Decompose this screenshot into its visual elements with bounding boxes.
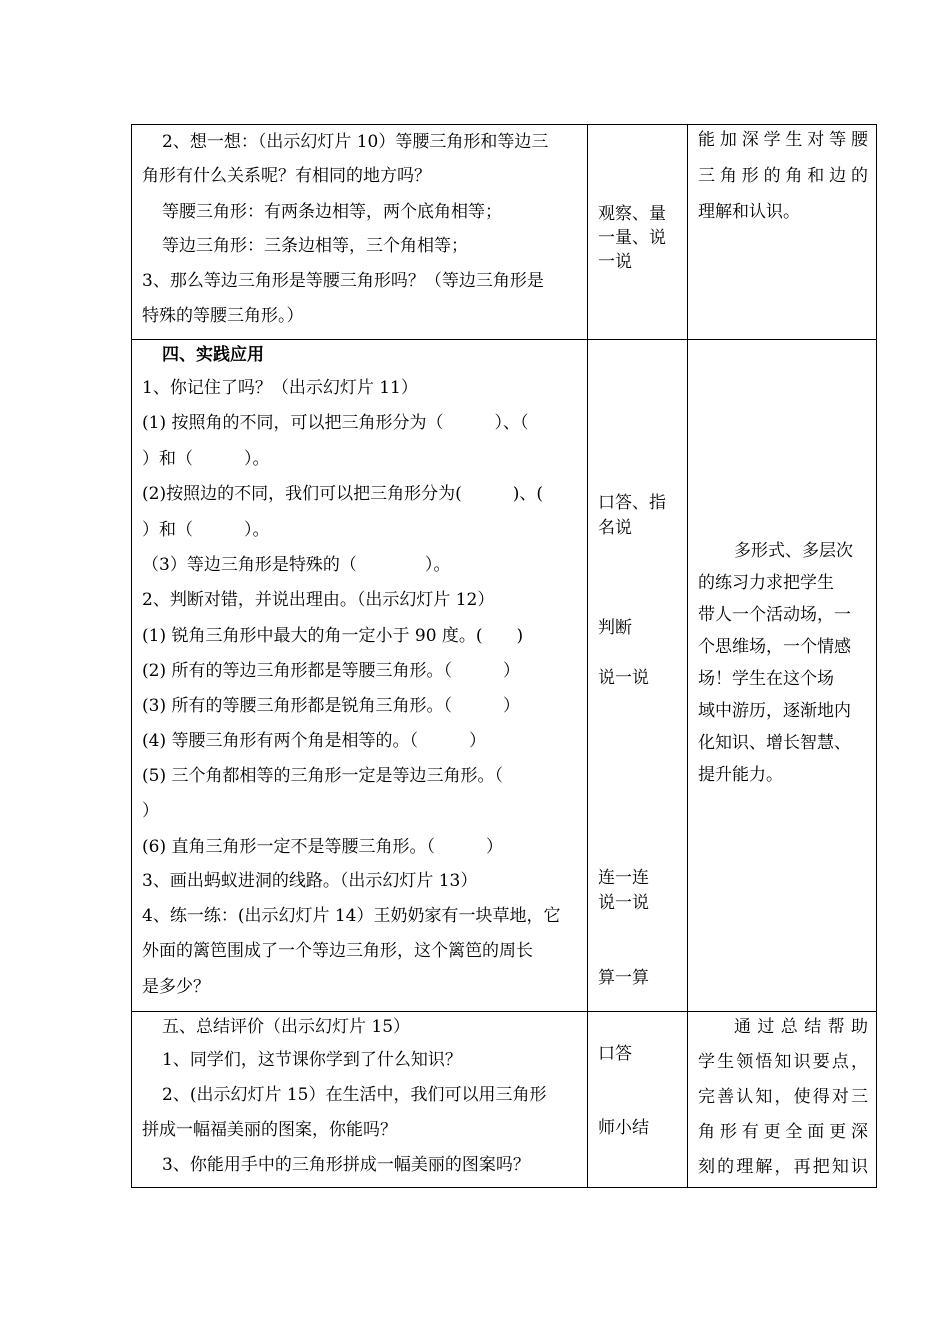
- purpose-text: 场！学生在这个场: [698, 669, 834, 689]
- text-line: (1) 按照角的不同，可以把三角形分为（ ）、（: [142, 413, 529, 433]
- text-line: 1、你记住了吗？（出示幻灯片 11）: [142, 378, 418, 398]
- activity-cell: [588, 125, 688, 340]
- purpose-cell: [688, 340, 877, 1012]
- activity-text: 观察、量: [598, 204, 666, 224]
- activity-text: 说一说: [598, 668, 649, 688]
- text-line: 3、那么等边三角形是等腰三角形吗？（等边三角形是: [142, 271, 544, 291]
- purpose-text: 域中游历，逐渐地内: [698, 701, 851, 721]
- text-line: (2) 所有的等边三角形都是等腰三角形。（ ）: [142, 661, 520, 681]
- text-line: (2)按照边的不同，我们可以把三角形分为( )、(: [142, 484, 543, 504]
- text-line: ）和（ ）。: [142, 449, 270, 469]
- activity-cell: [588, 340, 688, 1012]
- purpose-text: 理解和认识。: [698, 202, 800, 222]
- text-line: 外面的篱笆围成了一个等边三角形，这个篱笆的周长: [142, 941, 533, 961]
- lesson-plan-table: [131, 124, 877, 1188]
- table-row: [132, 340, 877, 1012]
- text-line: (6) 直角三角形一定不是等腰三角形。（ ）: [142, 837, 503, 857]
- text-line: 特殊的等腰三角形。）: [142, 306, 304, 326]
- text-line: (3) 所有的等腰三角形都是锐角三角形。（ ）: [142, 696, 520, 716]
- activity-text: 算一算: [598, 968, 649, 988]
- activity-text: 判断: [598, 618, 632, 638]
- text-line: 是多少？: [142, 977, 210, 997]
- purpose-cell: [688, 1012, 877, 1188]
- activity-text: 连一连: [598, 868, 649, 888]
- activity-text: 说一说: [598, 893, 649, 913]
- table-row: [132, 1012, 877, 1188]
- activity-text: 一量、说: [598, 228, 666, 248]
- text-line: 1、同学们，这节课你学到了什么知识？: [162, 1050, 462, 1070]
- activity-text: 口答、指: [598, 493, 666, 513]
- section-heading: 四、实践应用: [162, 345, 264, 365]
- text-line: 3、画出蚂蚁进洞的线路。（出示幻灯片 13）: [142, 871, 478, 891]
- text-line: (4) 等腰三角形有两个角是相等的。（ ）: [142, 731, 486, 751]
- purpose-text: 能加深学生对等腰: [698, 130, 868, 150]
- purpose-text: 三角形的角和边的: [698, 166, 868, 186]
- text-line: 等腰三角形：有两条边相等，两个底角相等；: [162, 202, 502, 222]
- teaching-process-cell: [132, 1012, 588, 1188]
- activity-text: 口答: [598, 1044, 632, 1064]
- teaching-process-cell: [132, 125, 588, 340]
- text-line: 等边三角形：三条边相等，三个角相等；: [162, 236, 468, 256]
- purpose-text: 学生领悟知识要点，: [698, 1052, 868, 1072]
- purpose-text: 化知识、增长智慧、: [698, 733, 851, 753]
- purpose-text: 提升能力。: [698, 765, 783, 785]
- table-row: [132, 125, 877, 340]
- text-line: ）和（ ）。: [142, 520, 270, 540]
- teaching-process-cell: [132, 340, 588, 1012]
- purpose-text: 角形有更全面更深: [698, 1122, 868, 1142]
- purpose-text: 的练习力求把学生: [698, 573, 834, 593]
- text-line: 2、想一想：（出示幻灯片 10）等腰三角形和等边三: [162, 132, 549, 152]
- text-line: 2、判断对错，并说出理由。（出示幻灯片 12）: [142, 590, 495, 610]
- purpose-cell: [688, 125, 877, 340]
- text-line: ）: [142, 801, 159, 821]
- text-line: (1) 锐角三角形中最大的角一定小于 90 度。( ): [142, 626, 524, 646]
- purpose-text: 多形式、多层次: [734, 541, 853, 561]
- text-line: （3）等边三角形是特殊的（ ）。: [142, 555, 451, 575]
- purpose-text: 个思维场，一个情感: [698, 637, 851, 657]
- text-line: 五、总结评价（出示幻灯片 15）: [162, 1017, 411, 1037]
- purpose-text: 带人一个活动场，一: [698, 605, 851, 625]
- text-line: (5) 三个角都相等的三角形一定是等边三角形。（: [142, 766, 503, 786]
- text-line: 角形有什么关系呢？有相同的地方吗？: [142, 166, 431, 186]
- activity-text: 师小结: [598, 1118, 649, 1138]
- text-line: 拼成一幅福美丽的图案，你能吗？: [142, 1120, 397, 1140]
- text-line: 2、(出示幻灯片 15）在生活中，我们可以用三角形: [162, 1085, 547, 1105]
- purpose-text: 通过总结帮助: [734, 1017, 868, 1037]
- text-line: 4、练一练：(出示幻灯片 14）王奶奶家有一块草地，它: [142, 906, 561, 926]
- activity-text: 一说: [598, 252, 632, 272]
- purpose-text: 完善认知，使得对三: [698, 1087, 868, 1107]
- activity-cell: [588, 1012, 688, 1188]
- activity-text: 名说: [598, 518, 632, 538]
- purpose-text: 刻的理解，再把知识: [698, 1157, 868, 1177]
- text-line: 3、你能用手中的三角形拼成一幅美丽的图案吗？: [162, 1155, 530, 1175]
